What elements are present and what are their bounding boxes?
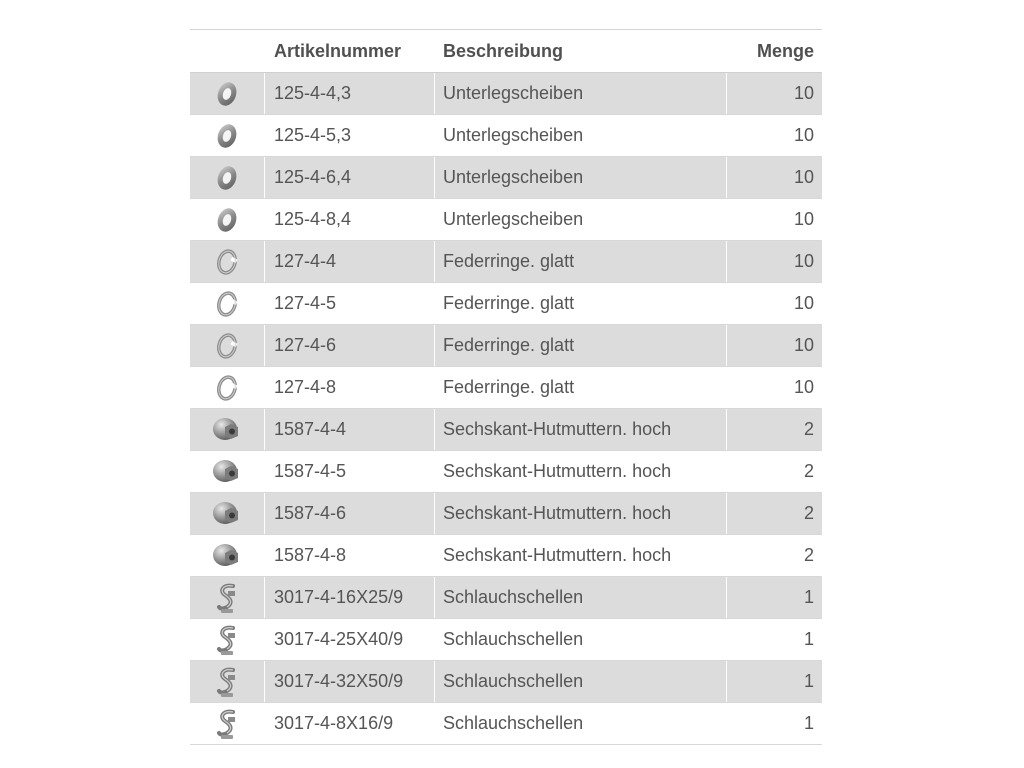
hose-clamp-icon	[190, 577, 264, 618]
table-row	[190, 325, 822, 367]
cap-nut-icon	[190, 409, 264, 450]
washer-icon	[190, 115, 264, 156]
table-row	[190, 283, 822, 325]
table-header	[190, 30, 822, 73]
article-number-cell: 3017-4-16X25/9	[264, 577, 434, 618]
article-number-cell: 125-4-4,3	[264, 73, 434, 114]
table-row	[190, 241, 822, 283]
quantity-cell: 2	[803, 461, 814, 481]
description-cell: Schlauchschellen	[443, 629, 584, 649]
table-row	[190, 199, 822, 241]
table-row	[190, 367, 822, 409]
cap-nut-icon	[190, 451, 264, 492]
description-cell: Sechskant-Hutmuttern. hoch	[443, 461, 672, 481]
table-row	[190, 493, 822, 535]
table-body	[190, 73, 822, 745]
article-number-cell: 127-4-4	[264, 241, 434, 282]
quantity-cell: 10	[726, 241, 822, 282]
article-number-cell: 127-4-8	[274, 377, 337, 397]
table-row	[190, 73, 822, 115]
description-cell: Schlauchschellen	[443, 713, 584, 733]
quantity-cell: 2	[726, 409, 822, 450]
description-cell: Federringe. glatt	[434, 241, 726, 282]
quantity-cell: 1	[726, 577, 822, 618]
description-cell: Schlauchschellen	[434, 577, 726, 618]
spring-washer-icon	[190, 241, 264, 282]
quantity-cell: 10	[726, 157, 822, 198]
quantity-cell: 10	[793, 125, 814, 145]
description-cell: Unterlegscheiben	[434, 157, 726, 198]
quantity-cell: 2	[803, 545, 814, 565]
table-row	[190, 619, 822, 661]
spring-washer-icon	[190, 283, 264, 324]
article-number-cell: 1587-4-5	[274, 461, 347, 481]
washer-icon	[190, 199, 264, 240]
hose-clamp-icon	[190, 619, 264, 660]
table-row	[190, 577, 822, 619]
header-article-number: Artikelnummer	[274, 40, 402, 61]
quantity-cell: 1	[726, 661, 822, 702]
description-cell: Federringe. glatt	[443, 377, 575, 397]
article-number-cell: 1587-4-8	[274, 545, 347, 565]
description-cell: Federringe. glatt	[443, 293, 575, 313]
article-number-cell: 127-4-5	[274, 293, 337, 313]
table-row	[190, 451, 822, 493]
table-row	[190, 535, 822, 577]
header-image	[190, 30, 264, 72]
table-row	[190, 703, 822, 745]
cap-nut-icon	[190, 493, 264, 534]
hose-clamp-icon	[190, 661, 264, 702]
table-row	[190, 661, 822, 703]
quantity-cell: 1	[803, 713, 814, 733]
description-cell: Sechskant-Hutmuttern. hoch	[443, 545, 672, 565]
article-number-cell: 125-4-8,4	[274, 209, 352, 229]
description-cell: Unterlegscheiben	[443, 125, 584, 145]
parts-table	[190, 29, 822, 745]
article-number-cell: 127-4-6	[264, 325, 434, 366]
hose-clamp-icon	[190, 703, 264, 744]
table-row	[190, 157, 822, 199]
quantity-cell: 10	[726, 325, 822, 366]
article-number-cell: 3017-4-25X40/9	[274, 629, 404, 649]
description-cell: Unterlegscheiben	[434, 73, 726, 114]
description-cell: Sechskant-Hutmuttern. hoch	[434, 493, 726, 534]
table-row	[190, 409, 822, 451]
quantity-cell: 10	[793, 293, 814, 313]
quantity-cell: 10	[793, 377, 814, 397]
quantity-cell: 2	[726, 493, 822, 534]
description-cell: Unterlegscheiben	[443, 209, 584, 229]
article-number-cell: 1587-4-4	[264, 409, 434, 450]
header-description: Beschreibung	[443, 40, 564, 61]
description-cell: Schlauchschellen	[434, 661, 726, 702]
description-cell: Sechskant-Hutmuttern. hoch	[434, 409, 726, 450]
washer-icon	[190, 157, 264, 198]
article-number-cell: 3017-4-8X16/9	[274, 713, 394, 733]
quantity-cell: 1	[803, 629, 814, 649]
header-quantity: Menge	[756, 40, 814, 61]
spring-washer-icon	[190, 367, 264, 408]
quantity-cell: 10	[726, 73, 822, 114]
cap-nut-icon	[190, 535, 264, 576]
table-row	[190, 115, 822, 157]
spring-washer-icon	[190, 325, 264, 366]
article-number-cell: 125-4-6,4	[264, 157, 434, 198]
article-number-cell: 1587-4-6	[264, 493, 434, 534]
quantity-cell: 10	[793, 209, 814, 229]
article-number-cell: 3017-4-32X50/9	[264, 661, 434, 702]
article-number-cell: 125-4-5,3	[274, 125, 352, 145]
washer-icon	[190, 73, 264, 114]
description-cell: Federringe. glatt	[434, 325, 726, 366]
